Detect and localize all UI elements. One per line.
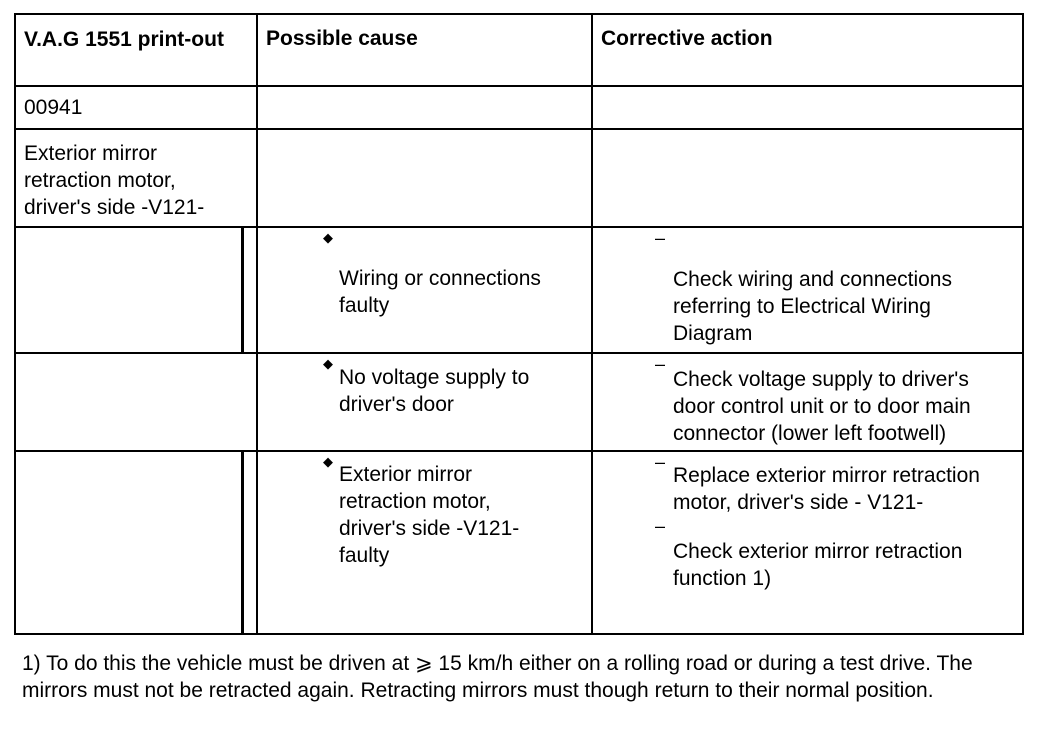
component-name: Exterior mirror retraction motor, driver's side -V121- <box>24 142 205 219</box>
change-bar <box>241 228 244 352</box>
header-cell-cause <box>257 14 592 86</box>
printout-cell <box>15 451 257 634</box>
component-row <box>15 129 1023 227</box>
action-cell <box>592 227 1023 353</box>
action-text: Replace exterior mirror retraction motor, driver's side - V121- <box>673 464 980 514</box>
bullet-icon: ◆ <box>323 230 333 245</box>
cause-cell <box>257 451 592 634</box>
action-item <box>593 452 1022 516</box>
empty-cell <box>592 129 1023 227</box>
empty-cell <box>257 129 592 227</box>
cause-item <box>258 452 591 569</box>
dash-icon: – <box>655 228 666 248</box>
cause-row <box>15 227 1023 353</box>
dash-icon: – <box>655 354 666 374</box>
empty-cell <box>592 86 1023 129</box>
component-cell <box>15 129 257 227</box>
header-corrective-action: Corrective action <box>601 27 773 50</box>
header-row <box>15 14 1023 86</box>
action-text: Check wiring and connections referring to Electrical Wiring Diagram <box>673 268 952 345</box>
header-cell-printout <box>15 14 257 86</box>
action-cell <box>592 353 1023 451</box>
dash-icon: – <box>655 516 666 536</box>
cause-cell <box>257 353 592 451</box>
action-item <box>593 354 1022 447</box>
cause-cell <box>257 227 592 353</box>
action-item <box>593 516 1022 592</box>
header-cell-action <box>592 14 1023 86</box>
action-text: Check voltage supply to driver's door control unit or to door main connector (lower left footwell) <box>673 368 971 445</box>
cause-text: Exterior mirror retraction motor, driver's side -V121- faulty <box>339 463 520 567</box>
fault-table <box>14 13 1024 635</box>
action-item <box>593 228 1022 347</box>
empty-cell <box>257 86 592 129</box>
header-possible-cause: Possible cause <box>266 27 418 50</box>
action-text: Check exterior mirror retraction function 1) <box>673 540 963 590</box>
bullet-icon: ◆ <box>323 454 333 469</box>
cause-item <box>258 354 591 418</box>
bullet-icon: ◆ <box>323 356 333 371</box>
cause-row <box>15 353 1023 451</box>
fault-code: 00941 <box>24 96 83 119</box>
fault-code-cell <box>15 86 257 129</box>
cause-row <box>15 451 1023 634</box>
cause-text: No voltage supply to driver's door <box>339 366 530 416</box>
dash-icon: – <box>655 452 666 472</box>
printout-cell <box>15 353 257 451</box>
action-cell <box>592 451 1023 634</box>
header-printout: V.A.G 1551 print-out <box>24 28 224 51</box>
fault-code-row <box>15 86 1023 129</box>
change-bar <box>241 452 244 633</box>
footnote: 1) To do this the vehicle must be driven at ⩾ 15 km/h either on a rolling road or during a test drive. The mirrors must not be retracted again. Retracting mirrors must though return to their normal position. <box>22 652 973 702</box>
printout-cell <box>15 227 257 353</box>
cause-text: Wiring or connections faulty <box>339 267 541 317</box>
cause-item <box>258 228 591 319</box>
